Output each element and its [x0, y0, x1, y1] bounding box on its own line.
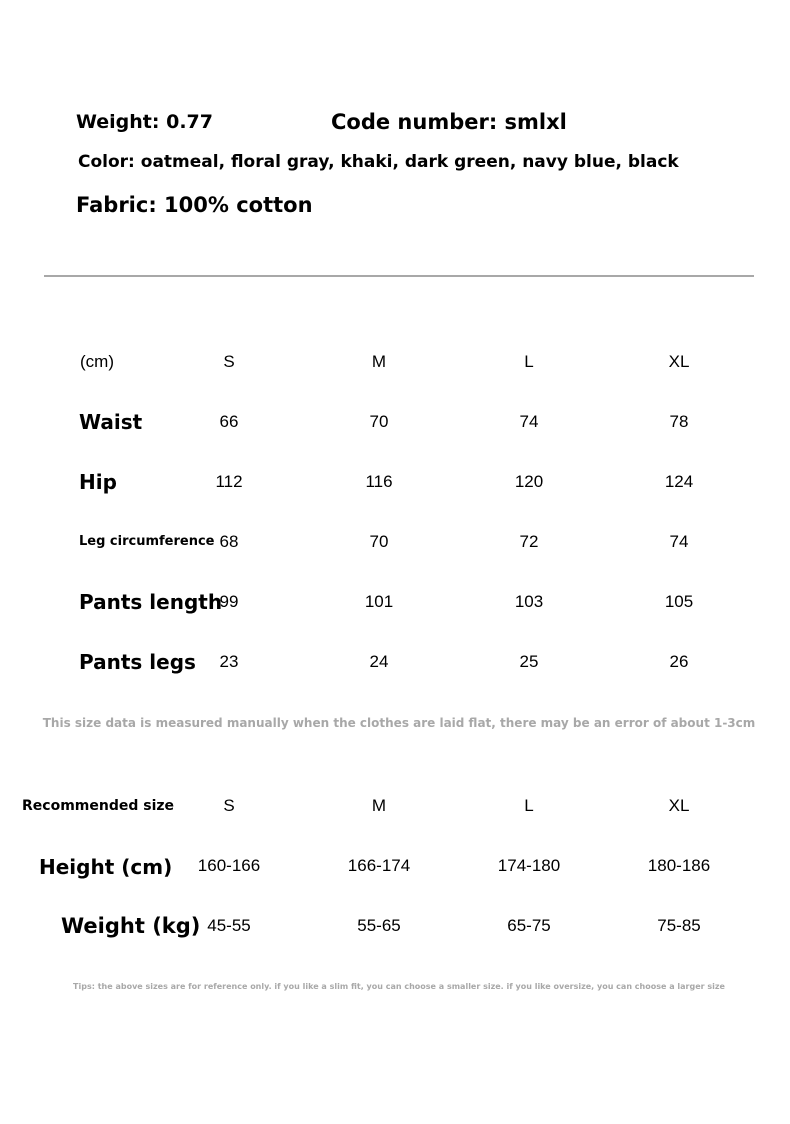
size-header-l: L: [524, 796, 534, 815]
table-cell: 124: [664, 472, 694, 491]
table-cell: 26: [669, 652, 689, 671]
row-label-leg-circumference: Leg circumference: [79, 534, 215, 549]
table-cell: 99: [219, 592, 239, 611]
unit-label: (cm): [80, 352, 114, 371]
table-cell: 101: [364, 592, 394, 611]
measurement-note: This size data is measured manually when the clothes are laid flat, there may be an error of about 1-3cm: [42, 716, 756, 730]
recommended-size-header: Recommended size: [22, 798, 175, 814]
table-cell: 74: [669, 532, 689, 551]
table-cell: 105: [664, 592, 694, 611]
tips-note: Tips: the above sizes are for reference only. if you like a slim fit, you can choose a smaller size. if you like oversize, you can choose a larger size: [73, 982, 725, 991]
table-cell: 120: [514, 472, 544, 491]
table-cell: 166-174: [347, 856, 411, 875]
row-label-height: Height (cm): [39, 855, 173, 879]
section-divider: [44, 275, 754, 277]
table-cell: 24: [369, 652, 389, 671]
table-cell: 23: [219, 652, 239, 671]
row-label-weight: Weight (kg): [61, 914, 201, 938]
size-header-l: L: [524, 352, 534, 371]
row-label-pants-legs: Pants legs: [79, 650, 196, 674]
table-cell: 72: [519, 532, 539, 551]
table-cell: 103: [514, 592, 544, 611]
size-header-s: S: [223, 352, 235, 371]
table-cell: 45-55: [207, 916, 251, 935]
row-label-pants-length: Pants length: [79, 590, 223, 614]
table-cell: 78: [669, 412, 689, 431]
table-cell: 65-75: [507, 916, 551, 935]
table-cell: 74: [519, 412, 539, 431]
size-header-m: M: [371, 796, 387, 815]
fabric-info: Fabric: 100% cotton: [76, 193, 313, 217]
color-info: Color: oatmeal, floral gray, khaki, dark green, navy blue, black: [78, 152, 679, 172]
size-header-xl: XL: [668, 352, 690, 371]
row-label-hip: Hip: [79, 470, 117, 494]
table-cell: 112: [215, 472, 243, 491]
code-number-info: Code number: smlxl: [331, 110, 567, 134]
table-cell: 70: [369, 412, 389, 431]
row-label-waist: Waist: [79, 410, 143, 434]
table-cell: 160-166: [197, 856, 261, 875]
table-cell: 66: [219, 412, 239, 431]
table-cell: 75-85: [657, 916, 701, 935]
table-cell: 180-186: [647, 856, 711, 875]
size-header-s: S: [223, 796, 235, 815]
size-header-xl: XL: [668, 796, 690, 815]
table-cell: 25: [519, 652, 539, 671]
table-cell: 70: [369, 532, 389, 551]
size-header-m: M: [371, 352, 387, 371]
weight-info: Weight: 0.77: [76, 111, 213, 133]
table-cell: 174-180: [497, 856, 561, 875]
table-cell: 55-65: [357, 916, 401, 935]
table-cell: 116: [365, 472, 393, 491]
table-cell: 68: [219, 532, 239, 551]
